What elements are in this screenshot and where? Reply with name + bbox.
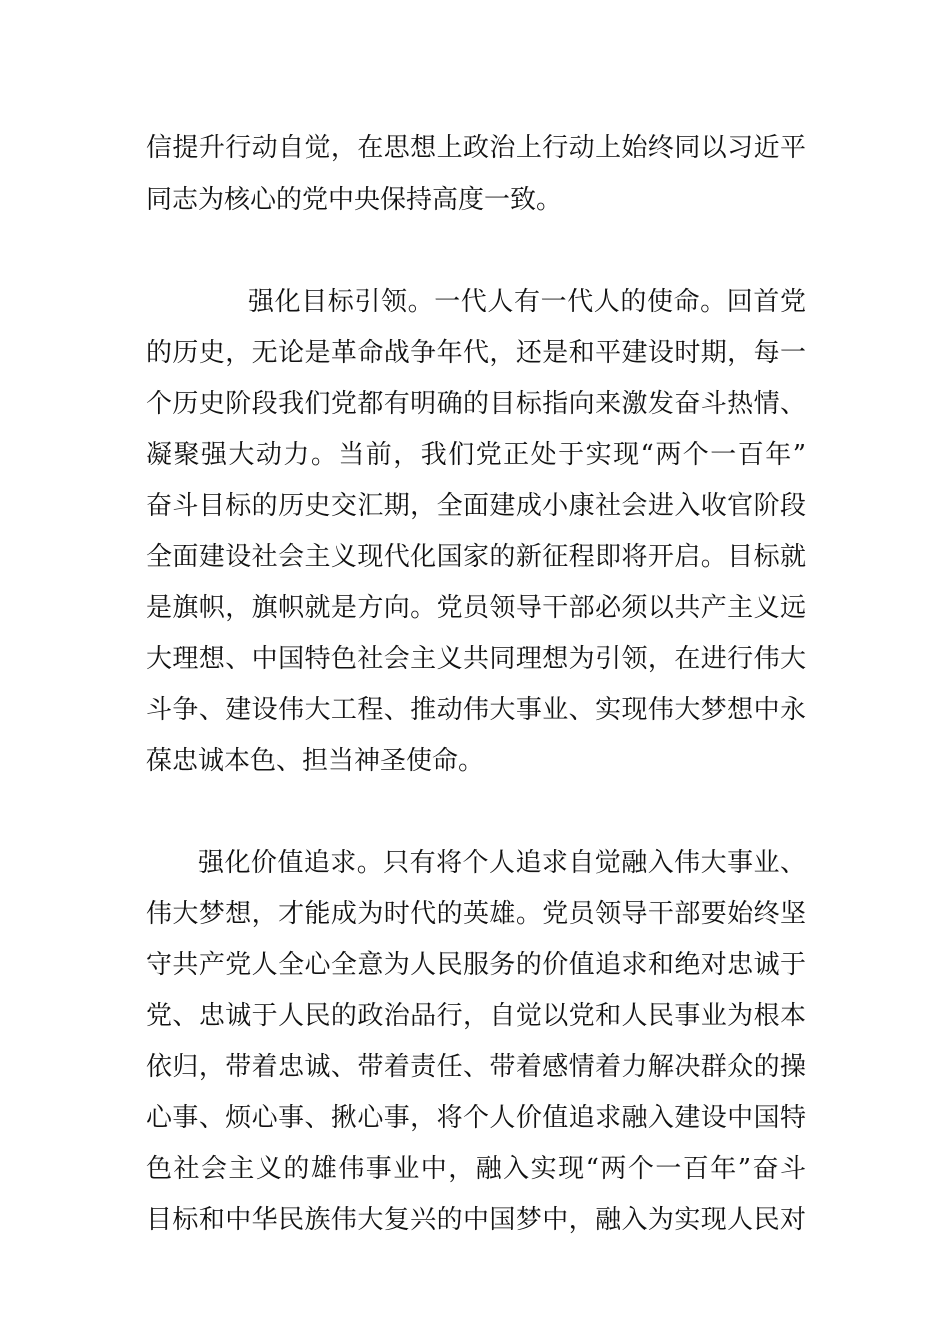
paragraph-2-line-3: 个历史阶段我们党都有明确的目标指向来激发奋斗热情、: [146, 389, 806, 419]
paragraph-2-line-10: 葆忠诚本色、担当神圣使命。: [146, 746, 485, 776]
paragraph-2-line-2: 的历史，无论是革命战争年代，还是和平建设时期，每一: [146, 338, 806, 368]
paragraph-2-line-6: 全面建设社会主义现代化国家的新征程即将开启。目标就: [146, 542, 806, 572]
paragraph-2-line-4: 凝聚强大动力。当前，我们党正处于实现“两个一百年”: [146, 440, 806, 470]
paragraph-3-line-2: 伟大梦想，才能成为时代的英雄。党员领导干部要始终坚: [146, 899, 806, 929]
paragraph-3-line-7: 色社会主义的雄伟事业中，融入实现“两个一百年”奋斗: [146, 1154, 806, 1184]
paragraph-1-line-1: 信提升行动自觉，在思想上政治上行动上始终同以习近平: [146, 133, 806, 163]
paragraph-2-line-8: 大理想、中国特色社会主义共同理想为引领，在进行伟大: [146, 644, 806, 674]
paragraph-3-line-8: 目标和中华民族伟大复兴的中国梦中，融入为实现人民对: [146, 1205, 806, 1235]
paragraph-2-line-7: 是旗帜，旗帜就是方向。党员领导干部必须以共产主义远: [146, 593, 806, 623]
paragraph-3-line-1: 强化价值追求。只有将个人追求自觉融入伟大事业、: [198, 848, 806, 878]
paragraph-1-line-2: 同志为核心的党中央保持高度一致。: [146, 185, 563, 215]
paragraph-3-line-6: 心事、烦心事、揪心事，将个人价值追求融入建设中国特: [146, 1103, 806, 1133]
paragraph-3-line-4: 党、忠诚于人民的政治品行，自觉以党和人民事业为根本: [146, 1001, 806, 1031]
paragraph-3-line-3: 守共产党人全心全意为人民服务的价值追求和绝对忠诚于: [146, 950, 806, 980]
paragraph-2-line-1: 强化目标引领。一代人有一代人的使命。回首党: [248, 287, 806, 317]
paragraph-3-line-5: 依归，带着忠诚、带着责任、带着感情着力解决群众的操: [146, 1052, 806, 1082]
paragraph-2-line-9: 斗争、建设伟大工程、推动伟大事业、实现伟大梦想中永: [146, 695, 806, 725]
paragraph-2-line-5: 奋斗目标的历史交汇期，全面建成小康社会进入收官阶段: [146, 491, 806, 521]
